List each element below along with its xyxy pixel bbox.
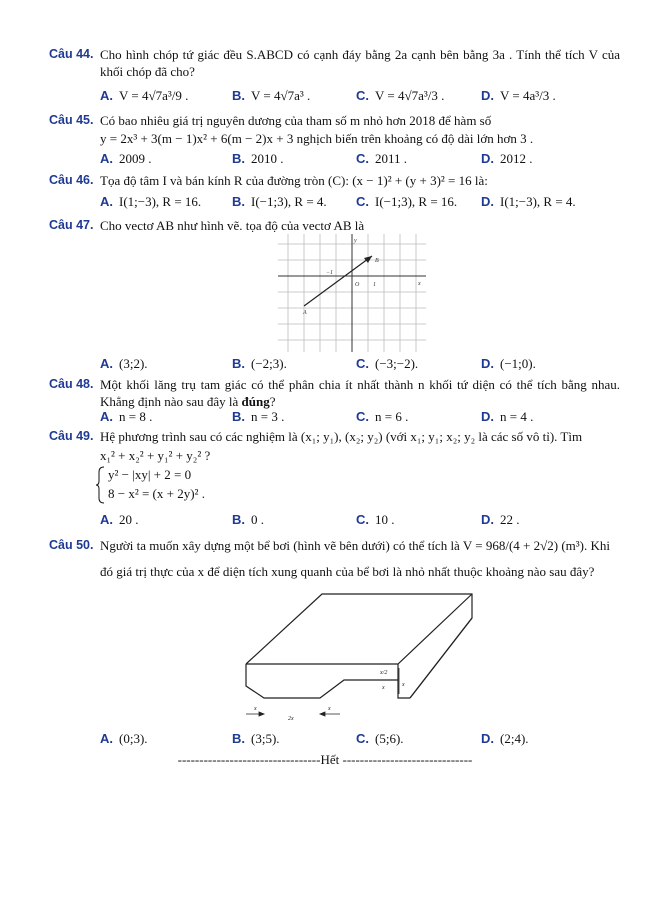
option-a[interactable]: A. (3;2).: [100, 356, 148, 371]
pool-top-front-edge: [246, 594, 472, 664]
origin-label: O: [355, 282, 360, 288]
option-b[interactable]: B. 2010 .: [232, 151, 284, 166]
question-text: Người ta muốn xây dựng một bể bơi (hình vẽ bên dưới) có thể tích là V = 968/(4 + 2√2) (m³). Khi: [100, 538, 610, 553]
vector-arrowhead: [364, 256, 372, 263]
question-number: Câu 47.: [49, 218, 94, 232]
options-45: [100, 151, 620, 169]
question-text: Cho vectơ AB như hình vẽ. tọa độ của vectơ AB là: [100, 218, 365, 233]
dim-side-label: x: [382, 685, 385, 691]
question-48: [49, 376, 620, 410]
option-b[interactable]: B. 0 .: [232, 512, 264, 527]
option-c[interactable]: C. V = 4√7a³/3 .: [356, 88, 445, 103]
function-formula: y = 2x³ + 3(m − 1)x² + 6(m − 2)x + 3 nghịch biến trên khoảng có độ dài lớn hơn 3 .: [100, 131, 534, 146]
option-b[interactable]: B. n = 3 .: [232, 409, 285, 424]
option-b[interactable]: B. (−2;3).: [232, 356, 287, 371]
equation-2: 8 − x² = (x + 2y)² .: [108, 486, 205, 501]
option-c[interactable]: C. (−3;−2).: [356, 356, 419, 371]
option-a[interactable]: A. V = 4√7a³/9 .: [100, 88, 189, 103]
question-47: [49, 217, 620, 234]
tick-neg1-label: −1: [326, 270, 334, 276]
end-marker: ---------------------------------Hết ------------------------------: [177, 752, 473, 767]
dim-x-left-label: x: [254, 706, 257, 712]
option-d[interactable]: D. V = 4a³/3 .: [481, 88, 556, 103]
question-number: Câu 50.: [49, 538, 94, 552]
question-text: Cho hình chóp tứ giác đều S.ABCD có cạnh đáy bằng 2a cạnh bên bằng 3a . Tính thể tích V của khối chóp đã cho?: [100, 47, 620, 79]
question-50: [49, 537, 620, 554]
pool-top-outline: [246, 594, 472, 698]
question-number: Câu 46.: [49, 173, 94, 187]
x-axis-label: x: [418, 281, 421, 287]
emphasis-word: đúng: [241, 394, 270, 409]
dim-arrow: [320, 712, 325, 716]
option-c[interactable]: C. I(−1;3), R = 16.: [356, 194, 458, 209]
option-d[interactable]: D. (2;4).: [481, 731, 529, 746]
vector-grid-figure: [278, 234, 426, 352]
option-c[interactable]: C. 2011 .: [356, 151, 408, 166]
system-brace: [96, 466, 106, 504]
option-a[interactable]: A. n = 8 .: [100, 409, 153, 424]
question-45: [49, 112, 620, 129]
option-d[interactable]: D. 22 .: [481, 512, 520, 527]
tick-1-label: 1: [373, 282, 376, 288]
option-a[interactable]: A. 2009 .: [100, 151, 152, 166]
option-d[interactable]: D. n = 4 .: [481, 409, 534, 424]
vector-ab: [304, 256, 372, 306]
options-44: [100, 88, 620, 106]
options-50: [100, 731, 620, 749]
pool-back-edge: [410, 618, 472, 698]
question-text: Tọa độ tâm I và bán kính R của đường tròn (C): (x − 1)² + (y + 3)² = 16 là:: [100, 173, 488, 188]
pool-figure: [240, 586, 480, 726]
option-b[interactable]: B. (3;5).: [232, 731, 280, 746]
question-text-line2: đó giá trị thực của x để diện tích xung quanh của bể bơi là nhỏ nhất thuộc khoảng nào sau đây?: [100, 564, 595, 579]
sum-expression: x₁² + x₂² + y₁² + y₂² ?: [100, 448, 211, 463]
equation-1: y² − |xy| + 2 = 0: [108, 467, 192, 482]
option-c[interactable]: C. 10 .: [356, 512, 395, 527]
dim-height-label: x: [402, 682, 405, 688]
dim-arrow: [259, 712, 264, 716]
option-a[interactable]: A. I(1;−3), R = 16.: [100, 194, 202, 209]
question-number: Câu 48.: [49, 377, 94, 391]
option-c[interactable]: C. n = 6 .: [356, 409, 409, 424]
question-number: Câu 49.: [49, 429, 94, 443]
options-46: [100, 194, 620, 212]
point-b-label: B: [375, 258, 379, 264]
y-axis-label: y: [354, 238, 357, 244]
question-44: [49, 46, 620, 80]
pool-side-edge: [398, 664, 410, 698]
dim-half-label: x/2: [380, 670, 388, 676]
option-d[interactable]: D. I(1;−3), R = 4.: [481, 194, 576, 209]
options-47: [100, 356, 620, 374]
question-text: Có bao nhiêu giá trị nguyên dương của tham số m nhỏ hơn 2018 để hàm số: [100, 113, 492, 128]
question-text: Hệ phương trình sau có các nghiệm là (x₁; y₁), (x₂; y₂) (với x₁; y₁; x₂; y₂ là các số vô tỉ). Tìm: [100, 429, 583, 444]
dim-2x-label: 2x: [288, 716, 294, 722]
pool-front-face: [246, 664, 398, 698]
question-46: [49, 172, 620, 189]
dim-x-right-label: x: [328, 706, 331, 712]
option-b[interactable]: B. I(−1;3), R = 4.: [232, 194, 327, 209]
question-text: Một khối lăng trụ tam giác có thể phân chia ít nhất thành n khối tứ diện có thể tích bằng nhau. Khẳng định nào sau đây là đúng?: [100, 377, 620, 409]
option-c[interactable]: C. (5;6).: [356, 731, 404, 746]
question-number: Câu 44.: [49, 47, 94, 61]
option-d[interactable]: D. 2012 .: [481, 151, 533, 166]
question-49: [49, 428, 620, 445]
option-d[interactable]: D. (−1;0).: [481, 356, 536, 371]
option-a[interactable]: A. 20 .: [100, 512, 139, 527]
option-a[interactable]: A. (0;3).: [100, 731, 148, 746]
point-a-label: A: [303, 310, 307, 316]
question-number: Câu 45.: [49, 113, 94, 127]
options-49: [100, 512, 620, 530]
options-48: [100, 409, 620, 427]
option-b[interactable]: B. V = 4√7a³ .: [232, 88, 311, 103]
